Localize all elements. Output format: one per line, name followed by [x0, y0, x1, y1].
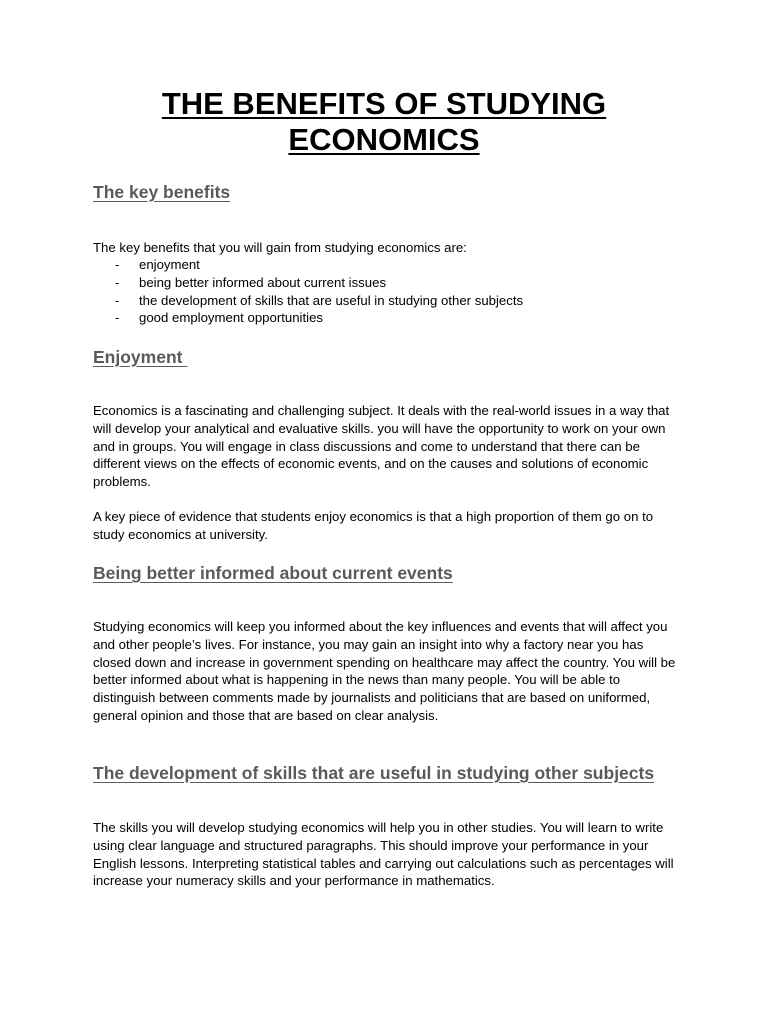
list-item [93, 256, 693, 274]
list-item-text: good employment opportunities [139, 310, 324, 326]
bullet-dash: - [115, 292, 120, 308]
enjoyment-heading: Enjoyment [93, 347, 188, 367]
list-item-text: the development of skills that are useful in studying other subjects [139, 292, 524, 308]
list-item [93, 292, 693, 310]
list-item [93, 309, 693, 327]
skills-heading: The development of skills that are useful in studying other subjects [93, 763, 655, 783]
enjoyment-paragraph-2: A key piece of evidence that students enjoy economics is that a high proportion of them go on to study economics at university. [93, 509, 654, 542]
list-item-text: enjoyment [139, 257, 200, 272]
page-title-line-1: THE BENEFITS OF STUDYING [161, 86, 607, 121]
enjoyment-paragraph-1: Economics is a fascinating and challenging subject. It deals with the real-world issues in a way that will develop your analytical and evaluative skills. you will have the opportunity to work on your own and in groups. You will engage in class discussions and come to understand that there can be different views on the effects of economic events, and on the causes and solutions of economic problems. [93, 403, 670, 490]
bullet-dash: - [115, 274, 120, 290]
list-item [93, 274, 693, 292]
bullet-dash: - [115, 310, 120, 326]
key-benefits-list [93, 256, 693, 327]
list-item-text: being better informed about current issues [139, 274, 387, 290]
current-events-paragraph: Studying economics will keep you informed about the key influences and events that will affect you and other people’s lives. For instance, you may gain an insight into why a factory near you has closed down and increase in government spending on healthcare may affect the country. You will be better informed about what is happening in the news than many people. You will be able to distinguish between comments made by journalists and politicians that are based on uniformed, general opinion and those that are based on clear analysis. [93, 619, 676, 723]
skills-paragraph: The skills you will develop studying economics will help you in other studies. You will learn to write using clear language and structured paragraphs. This should improve your performance in your English lessons. Interpreting statistical tables and carrying out calculations such as percentages will increase your numeracy skills and your performance in mathematics. [93, 820, 674, 889]
key-benefits-intro: The key benefits that you will gain from studying economics are: [93, 240, 467, 255]
page-title [60, 86, 708, 158]
page-title-line-2: ECONOMICS [288, 122, 480, 157]
key-benefits-heading: The key benefits [93, 182, 231, 202]
current-events-heading: Being better informed about current events [93, 563, 453, 583]
bullet-dash: - [115, 257, 120, 272]
